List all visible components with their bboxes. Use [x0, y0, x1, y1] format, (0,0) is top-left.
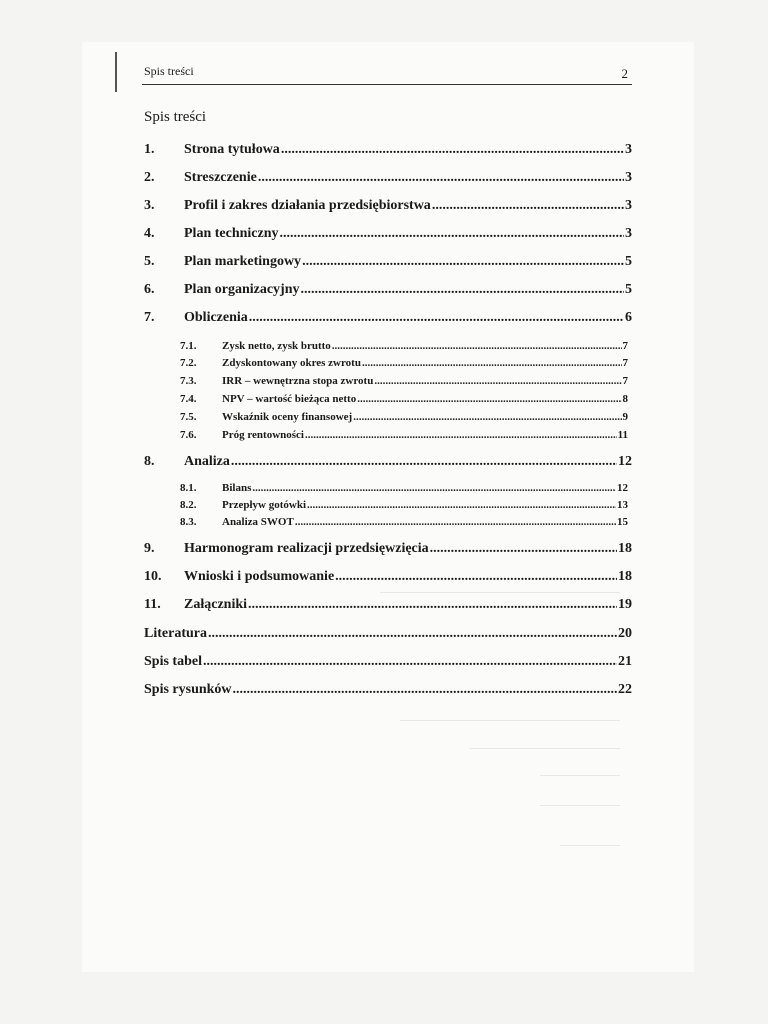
entry-title: Harmonogram realizacji przedsięwzięcia [184, 541, 429, 556]
entry-title: Literatura [144, 626, 207, 641]
subentry-title: NPV – wartość bieżąca netto [222, 393, 357, 405]
subentry-title: Zdyskontowany okres zwrotu [222, 357, 361, 369]
dot-leader [301, 282, 625, 298]
dot-leader [252, 482, 616, 494]
bleed-line [400, 720, 620, 721]
toc-subentry-7-4[interactable] [180, 393, 628, 405]
dot-leader [362, 357, 622, 369]
toc-subentry-7-3[interactable] [180, 375, 628, 387]
toc-subentry-7-2[interactable] [180, 357, 628, 369]
entry-page: 6 [625, 310, 632, 325]
dot-leader [295, 516, 616, 528]
bleed-line [470, 748, 620, 749]
entry-title: Streszczenie [184, 170, 257, 185]
subentry-page: 12 [617, 482, 628, 494]
dot-leader [258, 170, 624, 186]
entry-title: Profil i zakres działania przedsiębiorstwa [184, 198, 431, 213]
toc-entry-spis-rysunkow[interactable] [144, 682, 632, 698]
entry-title: Załączniki [184, 597, 248, 612]
dot-leader [305, 429, 617, 441]
page-edge-mark [115, 52, 117, 92]
entry-number: 4. [144, 226, 155, 241]
subentry-page: 13 [617, 499, 628, 511]
dot-leader [353, 411, 621, 423]
toc-entry-10[interactable] [144, 569, 632, 585]
dot-leader [203, 654, 617, 670]
bleed-line [380, 592, 620, 593]
dot-leader [233, 682, 617, 698]
dot-leader [280, 226, 625, 242]
entry-title: Spis tabel [144, 654, 202, 669]
entry-page: 3 [625, 226, 632, 241]
dot-leader [231, 454, 617, 470]
entry-number: 8. [144, 454, 155, 469]
entry-title: Strona tytułowa [184, 142, 280, 157]
subentry-number: 7.4. [180, 393, 197, 405]
subentry-title: Wskaźnik oceny finansowej [222, 411, 353, 423]
toc-heading: Spis treści [144, 109, 207, 125]
subentry-page: 7 [622, 357, 628, 369]
dot-leader [335, 569, 617, 585]
entry-title: Plan organizacyjny [184, 282, 300, 297]
subentry-number: 7.5. [180, 411, 197, 423]
subentry-number: 8.2. [180, 499, 197, 511]
header-page-number: 2 [621, 66, 628, 81]
subentry-title: Bilans [222, 482, 252, 494]
dot-leader [281, 142, 624, 158]
entry-page: 22 [618, 682, 632, 697]
entry-page: 20 [618, 626, 632, 641]
dot-leader [430, 541, 617, 557]
subentry-title: Analiza SWOT [222, 516, 294, 528]
dot-leader [249, 310, 624, 326]
toc-entry-11[interactable] [144, 597, 632, 613]
entry-number: 3. [144, 198, 155, 213]
entry-number: 9. [144, 541, 155, 556]
subentry-number: 7.1. [180, 340, 197, 352]
subentry-number: 8.3. [180, 516, 197, 528]
page-header [142, 62, 632, 85]
toc-entry-4[interactable] [144, 226, 632, 242]
entry-page: 3 [625, 170, 632, 185]
toc-entry-5[interactable] [144, 254, 632, 270]
dot-leader [432, 198, 624, 214]
entry-number: 6. [144, 282, 155, 297]
toc-entry-spis-tabel[interactable] [144, 654, 632, 670]
toc-subentry-8-1[interactable] [180, 482, 628, 494]
toc-entry-literatura[interactable] [144, 626, 632, 642]
subentry-page: 15 [617, 516, 628, 528]
entry-page: 18 [618, 541, 632, 556]
bleed-line [560, 845, 620, 846]
subentry-number: 8.1. [180, 482, 197, 494]
entry-number: 5. [144, 254, 155, 269]
entry-page: 3 [625, 142, 632, 157]
subentry-title: Przepływ gotówki [222, 499, 307, 511]
toc-entry-3[interactable] [144, 198, 632, 214]
toc-entry-7[interactable] [144, 310, 632, 326]
toc-entry-1[interactable] [144, 142, 632, 158]
entry-number: 10. [144, 569, 162, 584]
toc-subentry-8-3[interactable] [180, 516, 628, 528]
entry-number: 1. [144, 142, 155, 157]
dot-leader [332, 340, 622, 352]
toc-entry-8[interactable] [144, 454, 632, 470]
subentry-page: 8 [622, 393, 628, 405]
entry-page: 12 [618, 454, 632, 469]
subentry-title: Zysk netto, zysk brutto [222, 340, 331, 352]
dot-leader [248, 597, 617, 613]
subentry-page: 7 [622, 375, 628, 387]
subentry-number: 7.6. [180, 429, 197, 441]
entry-title: Plan techniczny [184, 226, 279, 241]
entry-title: Obliczenia [184, 310, 248, 325]
entry-title: Analiza [184, 454, 230, 469]
entry-page: 21 [618, 654, 632, 669]
subentry-page: 9 [622, 411, 628, 423]
entry-number: 2. [144, 170, 155, 185]
subentry-page: 11 [617, 429, 628, 441]
subentry-title: Próg rentowności [222, 429, 304, 441]
header-title: Spis treści [144, 64, 194, 78]
toc-subentry-7-5[interactable] [180, 411, 628, 423]
toc-entry-2[interactable] [144, 170, 632, 186]
entry-page: 5 [625, 282, 632, 297]
entry-page: 19 [618, 597, 632, 612]
entry-number: 11. [144, 597, 161, 612]
dot-leader [374, 375, 621, 387]
entry-title: Wnioski i podsumowanie [184, 569, 335, 584]
subentry-number: 7.2. [180, 357, 197, 369]
subentry-page: 7 [622, 340, 628, 352]
toc-entry-9[interactable] [144, 541, 632, 557]
bleed-line [540, 775, 620, 776]
dot-leader [307, 499, 616, 511]
subentry-title: IRR – wewnętrzna stopa zwrotu [222, 375, 374, 387]
entry-title: Plan marketingowy [184, 254, 302, 269]
entry-number: 7. [144, 310, 155, 325]
toc-subentry-7-6[interactable] [180, 429, 628, 441]
bleed-line [540, 805, 620, 806]
dot-leader [302, 254, 624, 270]
dot-leader [357, 393, 621, 405]
entry-page: 3 [625, 198, 632, 213]
entry-page: 18 [618, 569, 632, 584]
entry-page: 5 [625, 254, 632, 269]
toc-entry-6[interactable] [144, 282, 632, 298]
dot-leader [208, 626, 617, 642]
toc-subentry-7-1[interactable] [180, 340, 628, 352]
subentry-number: 7.3. [180, 375, 197, 387]
toc-subentry-8-2[interactable] [180, 499, 628, 511]
entry-title: Spis rysunków [144, 682, 232, 697]
